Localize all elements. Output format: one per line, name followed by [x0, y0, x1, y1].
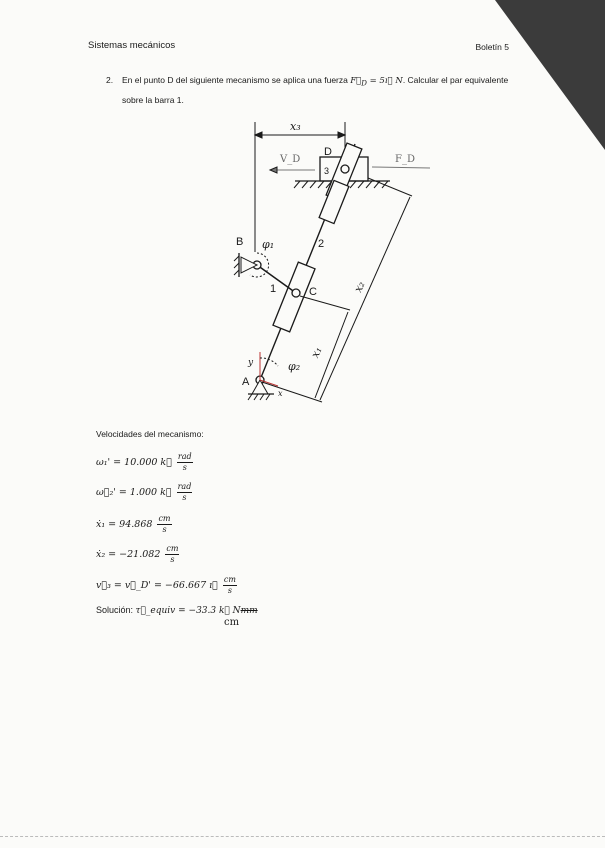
- eq-lhs: ω₁' =: [96, 457, 125, 468]
- eq-unit-den: s: [227, 586, 233, 595]
- solution-unit-handwritten: cm: [224, 617, 240, 628]
- problem-text-after: . Calcular el par equivalente sobre la barra 1.: [122, 75, 509, 105]
- eq-unit-den: s: [170, 555, 175, 564]
- equation-row: [96, 452, 193, 473]
- x2-dim: [320, 197, 410, 400]
- label-A: A: [242, 376, 250, 388]
- eq-unit-fraction: [177, 452, 193, 473]
- mechanism-diagram: [220, 112, 440, 412]
- force-value: = 5ı⃗ N: [366, 76, 403, 86]
- equation-row: [96, 544, 179, 565]
- eq-unit-num: cm: [158, 514, 171, 523]
- support-A-hatch: [248, 394, 270, 400]
- joint-D: [341, 165, 349, 173]
- eq-unit-fraction: [223, 575, 237, 596]
- eq-unit-den: s: [162, 525, 167, 534]
- bar-2-middle-block: [319, 180, 349, 223]
- eq-lhs: ω⃗₂' =: [96, 487, 130, 498]
- solution-lhs: τ⃗_equiv: [135, 606, 176, 616]
- x3-arrowhead-right: [338, 132, 345, 138]
- bar-1: [257, 265, 296, 293]
- velocities-title: Velocidades del mecanismo:: [96, 429, 204, 439]
- FD-arrow: [372, 167, 430, 168]
- label-2: 2: [318, 238, 325, 250]
- solution: [96, 605, 258, 628]
- joint-C: [292, 289, 300, 297]
- eq-value: −21.082: [119, 549, 161, 560]
- label-vD: V_D: [280, 154, 301, 165]
- page-bottom-edge: [0, 836, 605, 838]
- eq-value: −66.667 ı⃗: [164, 580, 218, 591]
- eq-unit-den: s: [182, 493, 187, 502]
- problem-statement: [106, 72, 526, 108]
- eq-unit-fraction: [157, 514, 171, 535]
- solution-label: Solución:: [96, 605, 136, 615]
- label-B: B: [236, 236, 244, 248]
- eq-value: 1.000 k⃗: [129, 487, 172, 498]
- label-y: y: [248, 358, 254, 368]
- label-C: C: [309, 286, 317, 298]
- eq-value: 10.000 k⃗: [124, 457, 172, 468]
- eq-unit-num: rad: [177, 452, 192, 461]
- eq-lhs: ẋ₁ =: [96, 519, 120, 530]
- label-phi2: φ₂: [288, 360, 301, 373]
- phi2-arc: [260, 358, 278, 366]
- header-sheet: Boletín 5: [475, 42, 509, 52]
- eq-value: 94.868: [119, 519, 153, 530]
- eq-unit-num: cm: [166, 544, 179, 553]
- x1-ext-bottom: [262, 382, 322, 402]
- header-subject: Sistemas mecánicos: [88, 40, 176, 51]
- label-D: D: [324, 146, 332, 158]
- eq-unit-num: rad: [177, 482, 192, 491]
- eq-unit-fraction: [177, 482, 193, 503]
- problem-number: 2.: [106, 75, 114, 85]
- force-sub: D: [361, 78, 367, 88]
- label-x1: x₁: [308, 344, 325, 360]
- label-phi1: φ₁: [262, 238, 275, 251]
- force-symbol: F⃗: [350, 76, 362, 86]
- eq-lhs: ẋ₂ =: [96, 549, 120, 560]
- problem-text-before: En el punto D del siguiente mecanismo se aplica una fuerza: [122, 75, 351, 85]
- eq-unit-den: s: [182, 463, 187, 472]
- label-x: x: [278, 389, 283, 398]
- label-3: 3: [324, 166, 330, 176]
- equation-row: [96, 575, 237, 596]
- x3-arrowhead-left: [255, 132, 262, 138]
- label-x2: x₂: [351, 279, 368, 295]
- equation-row: [96, 514, 172, 535]
- equation-row: [96, 482, 192, 503]
- label-FD: F_D: [395, 154, 415, 165]
- x1-ext-top: [300, 296, 350, 310]
- label-1: 1: [270, 283, 277, 295]
- force-expression: [350, 76, 403, 86]
- vD-arrowhead: [270, 167, 277, 173]
- problem-text: [122, 72, 526, 108]
- eq-lhs: v⃗₃ = v⃗_D' =: [96, 580, 165, 591]
- support-B-hatch: [234, 256, 239, 275]
- label-x3: x₃: [290, 120, 301, 133]
- solution-value: = −33.3 k⃗ N: [175, 606, 241, 616]
- solution-unit-struck: mm: [240, 606, 258, 616]
- eq-unit-num: cm: [223, 575, 236, 584]
- eq-unit-fraction: [165, 544, 179, 565]
- support-B: [241, 257, 257, 273]
